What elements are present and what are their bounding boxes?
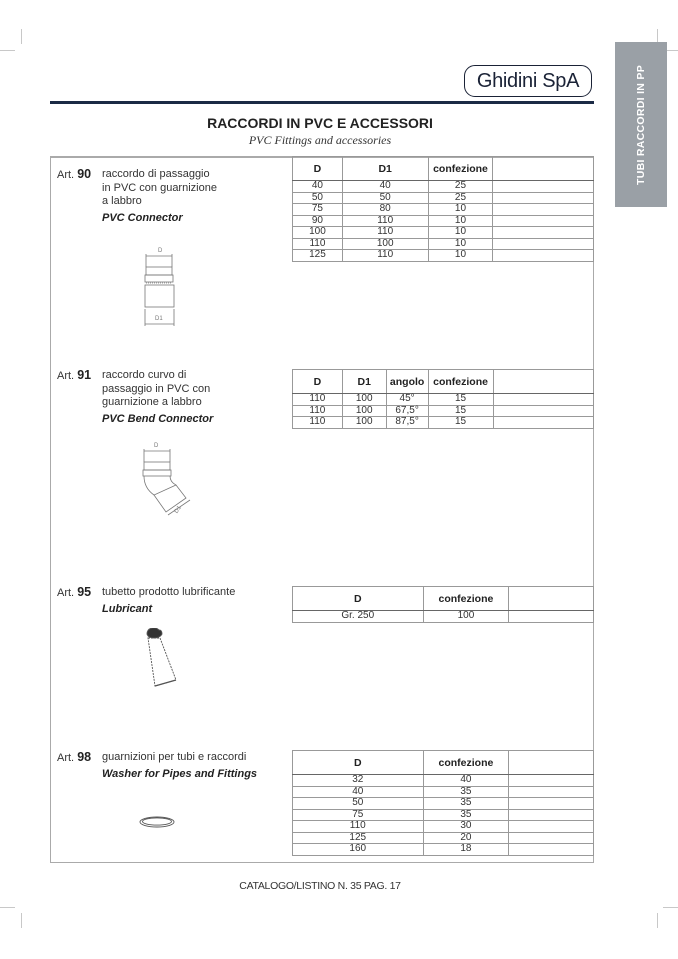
- svg-text:D: D: [158, 248, 163, 254]
- table-header-row: D D1 angolo confezione: [293, 370, 594, 394]
- table-row: 75 35: [293, 809, 594, 821]
- article-90-table: [292, 156, 594, 262]
- svg-text:D: D: [154, 443, 159, 449]
- pvc-bend-connector-drawing: [132, 440, 202, 525]
- page-title: RACCORDI IN PVC E ACCESSORI: [207, 115, 433, 131]
- section-side-tab-label: TUBI RACCORDI IN PP: [635, 64, 648, 185]
- table-row: 110 100 10: [293, 238, 594, 250]
- table-row: 100 110 10: [293, 227, 594, 239]
- table-header-row: D confezione: [293, 587, 594, 611]
- article-label: Art. 95: [57, 585, 92, 599]
- table-row: 110 100 67,5° 15: [293, 405, 594, 417]
- article-english-name: PVC Connector: [102, 211, 183, 224]
- article-description: raccordo curvo di passaggio in PVC con guarnizione a labbro PVC Bend Connector: [102, 369, 282, 426]
- table-row: 40 40 25: [293, 181, 594, 193]
- table-row: 32 40: [293, 775, 594, 787]
- table-row: 50 35: [293, 798, 594, 810]
- article-description: tubetto prodotto lubrificante Lubricant: [102, 586, 282, 616]
- lubricant-tube-drawing: [142, 628, 187, 693]
- crop-mark: [0, 50, 15, 51]
- article-label: Art. 90: [57, 167, 92, 181]
- table-row: 110 100 87,5° 15: [293, 417, 594, 429]
- article-number: 95: [77, 585, 92, 599]
- table-row: 110 100 45° 15: [293, 394, 594, 406]
- article-english-name: Lubricant: [102, 602, 153, 615]
- article-description: guarnizioni per tubi e raccordi Washer for Pipes and Fittings: [102, 751, 282, 781]
- company-logo: Ghidini SpA: [464, 65, 592, 97]
- article-english-name: PVC Bend Connector: [102, 412, 214, 425]
- article-label: Art. 98: [57, 750, 92, 764]
- crop-mark: [0, 907, 15, 908]
- table-row: 40 35: [293, 786, 594, 798]
- table-row: 75 80 10: [293, 204, 594, 216]
- article-number: 91: [77, 368, 92, 382]
- table-row: 125 20: [293, 832, 594, 844]
- article-description: raccordo di passaggio in PVC con guarnizione a labbro PVC Connector: [102, 168, 282, 225]
- article-number: 98: [77, 750, 92, 764]
- article-english-name: Washer for Pipes and Fittings: [102, 767, 258, 780]
- header-rule: [50, 101, 594, 104]
- table-row: Gr. 250 100: [293, 611, 594, 623]
- svg-text:D1: D1: [155, 316, 163, 322]
- table-header-row: D D1 confezione: [293, 157, 594, 181]
- washer-ring-drawing: [137, 814, 177, 830]
- article-98-table: [292, 750, 594, 856]
- table-row: 50 50 25: [293, 192, 594, 204]
- crop-mark: [657, 913, 658, 928]
- article-95-table: [292, 586, 594, 623]
- crop-mark: [663, 907, 678, 908]
- table-row: 125 110 10: [293, 250, 594, 262]
- article-number: 90: [77, 167, 92, 181]
- page-subtitle: PVC Fittings and accessories: [248, 133, 392, 147]
- table-header-row: D confezione: [293, 751, 594, 775]
- table-row: 160 18: [293, 844, 594, 856]
- table-row: 110 30: [293, 821, 594, 833]
- article-label: Art. 91: [57, 368, 92, 382]
- table-row: 90 110 10: [293, 215, 594, 227]
- svg-text:D1: D1: [173, 505, 183, 515]
- page-footer: CATALOGO/LISTINO N. 35 PAG. 17: [239, 880, 401, 892]
- crop-mark: [21, 29, 22, 44]
- article-91-table: [292, 369, 594, 429]
- crop-mark: [21, 913, 22, 928]
- pvc-connector-drawing: [130, 243, 190, 328]
